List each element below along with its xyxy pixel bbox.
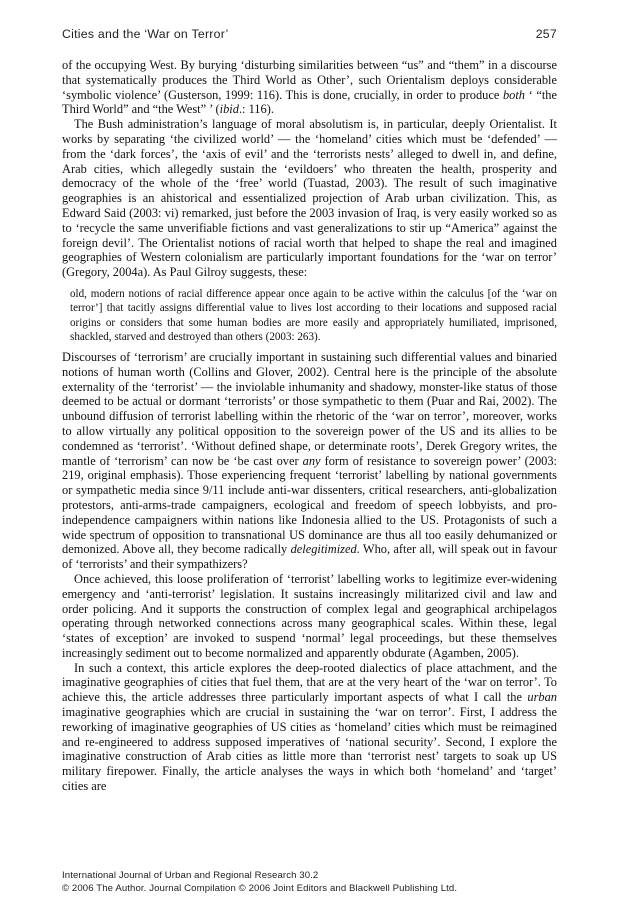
journal-citation: International Journal of Urban and Regional Research 30.2: [62, 870, 319, 881]
running-head-title: Cities and the ‘War on Terror’: [62, 27, 229, 41]
copyright-notice: © 2006 The Author. Journal Compilation © 2006 Joint Editors and Blackwell Publishing Ltd.: [62, 882, 458, 894]
paragraph-2: The Bush administration’s language of moral absolutism is, in particular, deeply Orientalist. It works by separating ‘the civilized world’ — the ‘homeland’ cities which must be ‘defended’ — from the ‘dark forces’, the ‘axis of evil’ and the ‘terrorists nests’ alleged to dwell in, and define, Arab cities, which allegedly sustain the ‘evildoers’ who threaten the health, prosperity and democracy of the whole of the ‘free’ world (Tuastad, 2003). The result of such imaginative geographies is an ahistorical and essentialized projection of Arab urban civilization. This, as Edward Said (2003: vi) remarked, just before the 2003 invasion of Iraq, is very easily worked so as to ‘recycle the same unverifiable fictions and vast generalizations to stir up “America” against the foreign devil’. The Orientalist notions of racial worth that helped to shape the real and imagined geographies of Western colonialism are particularly important foundations for the ‘war on terror’ (Gregory, 2004a). As Paul Gilroy suggests, these:: [62, 117, 557, 280]
emphasis-ibid: ibid: [219, 102, 239, 117]
emphasis-any: any: [302, 453, 321, 468]
article-body: [62, 58, 557, 794]
emphasis-delegitimized: delegitimized: [290, 542, 357, 557]
paragraph-5: In such a context, this article explores the deep-rooted dialectics of place attachment, and the imaginative geographies of cities that fuel them, that are at the very heart of the ‘war on terror’. To achieve this, the article addresses three particularly important aspects of what I call the urban imaginative geographies which are crucial in sustaining the ‘war on terror’. First, I address the reworking of imaginative geographies of US cities as ‘homeland’ cities which must be reimagined and re-engineered to address supposed imperatives of ‘national security’. Second, I explore the imaginative construction of Arab cities as little more than ‘terrorist nest’ targets to soak up US military firepower. Finally, the article analyses the ways in which both ‘homeland’ and ‘target’ cities are: [62, 660, 557, 794]
paragraph-4: Once achieved, this loose proliferation of ‘terrorist’ labelling works to legitimize ever-widening emergency and ‘anti-terrorist’ legislation. It sustains increasingly militarized civil and law and order policing. And it supports the construction of complex legal and geographical archipelagos operating through networked connections across many geographical scales. Within these, legal ‘states of exception’ are invoked to suspend ‘normal’ legal proceedings, but these themselves increasingly sediment out to become normalized and apparently obdurate (Agamben, 2005).: [62, 571, 557, 660]
page-number: 257: [535, 27, 557, 41]
paragraph-3: Discourses of ‘terrorism’ are crucially important in sustaining such differential values and binaried notions of human worth (Collins and Glover, 2002). Central here is the principle of the absolute externality of the ‘terrorist’ — the inviolable inhumanity and shadowy, monster-like status of those deemed to be actual or dormant ‘terrorists’ or those sympathetic to them (Puar and Rai, 2002). The unbound diffusion of terrorist labelling within the rhetoric of the ‘war on terror’, moreover, works to allow virtually any political opposition to the sovereign power of the US and its allies to be condemned as ‘terrorist’. ‘Without defined shape, or determinate roots’, Derek Gregory writes, the mantle of ‘terrorism’ can now be ‘be cast over any form of resistance to sovereign power’ (2003: 219, original emphasis). Those experiencing frequent ‘terrorist’ labelling by national governments or sympathetic media since 9/11 include anti-war dissenters, critical researchers, anti-globalization protestors, anti-arms-trade campaigners, ecological and freedom of speech lobbyists, and pro-independence campaigners within nations like Indonesia allied to the US. Protagonists of such a wide spectrum of opposition to transnational US dominance are thus all too easily dehumanized or demonized. Above all, they become radically delegitimized. Who, after all, will speak out in favour of ‘terrorists’ and their sympathizers?: [62, 349, 558, 572]
paragraph-1: of the occupying West. By burying ‘disturbing similarities between “us” and “them” in a discourse that systematically produces the Third World as Other’, such Orientalism deploys considerable ‘symbolic violence’ (Gusterson, 1999: 116). This is done, crucially, in order to produce both ‘ “the Third World” and “the West” ’ (ibid.: 116).: [62, 58, 557, 117]
block-quote: old, modern notions of racial difference appear once again to be active within the calculus [of the ‘war on terror’] that tacitly assigns differential value to lives lost according to their locations and supposed racial origins or considers that some human bodies are more easily and appropriately humiliated, imprisoned, shackled, starved and destroyed than others (2003: 263).: [70, 287, 557, 344]
emphasis-urban: urban: [527, 690, 557, 705]
running-head: [62, 27, 557, 43]
page-footer: [62, 870, 557, 895]
emphasis-both: both: [502, 87, 525, 102]
